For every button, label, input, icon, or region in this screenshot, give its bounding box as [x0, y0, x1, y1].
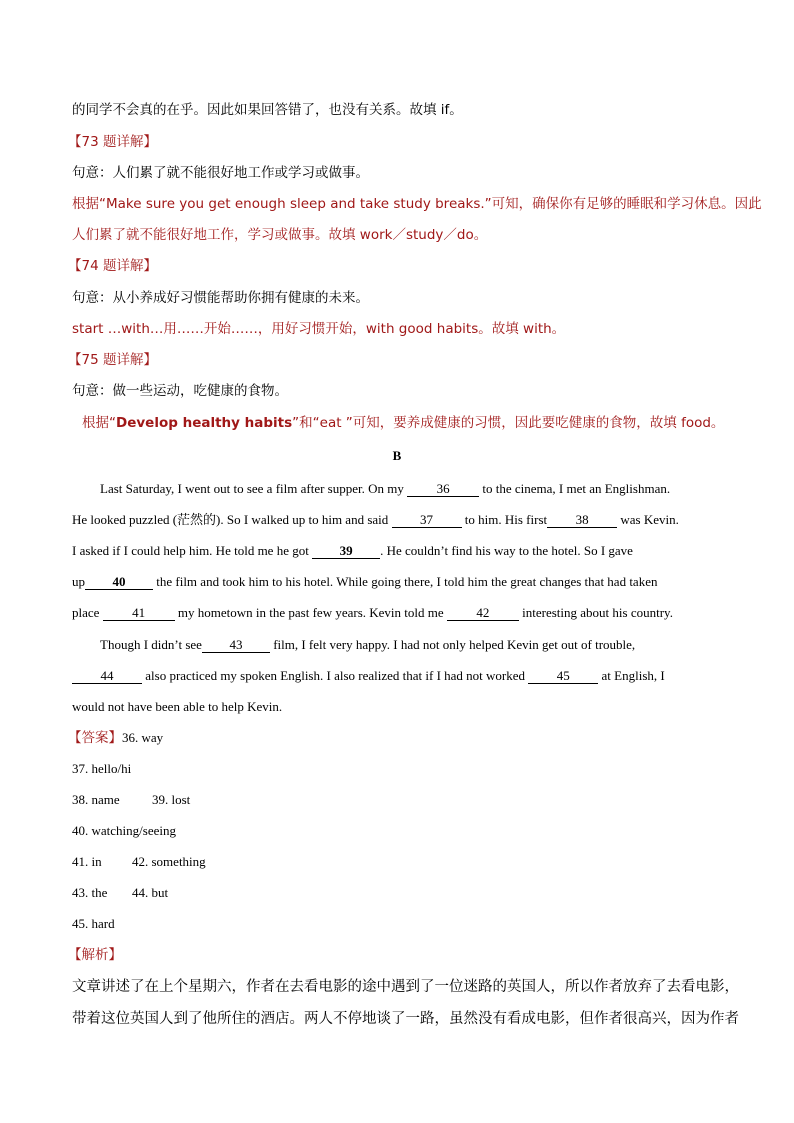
passage-text: also practiced my spoken English. I also realized that if I had not worked [142, 668, 529, 683]
passage-line: would not have been able to help Kevin. [72, 699, 283, 714]
passage-line [72, 605, 673, 621]
blank-44: 44 [72, 669, 142, 684]
answer-45: 45. hard [72, 916, 115, 931]
passage-text: the film and took him to his hotel. While going there, I told him the great changes that had taken [153, 574, 658, 589]
sentence-meaning-75: 句意：做一些运动，吃健康的食物。 [72, 383, 288, 399]
blank-41: 41 [103, 606, 175, 621]
section-title: B [392, 448, 402, 463]
passage-text: my hometown in the past few years. Kevin told me [174, 605, 447, 620]
answer-40: 40. watching/seeing [72, 823, 176, 838]
blank-43: 43 [202, 638, 270, 653]
reason-75 [82, 415, 724, 431]
blank-40: 40 [85, 575, 153, 590]
reason-73-line2: 人们累了就不能很好地工作，学习或做事。故填 work／study／do。 [72, 227, 488, 243]
analysis-label: 【解析】 [68, 947, 122, 963]
sentence-meaning-74: 句意：从小养成好习惯能帮助你拥有健康的未来。 [72, 290, 369, 306]
passage-text: to him. His first [461, 512, 548, 527]
answer-38: 38. name [72, 792, 120, 807]
explain-line-72-end: 的同学不会真的在乎。因此如果回答错了，也没有关系。故填 if。 [72, 102, 463, 118]
passage-text: was Kevin. [617, 512, 679, 527]
answer-41: 41. in [72, 854, 102, 869]
reason-75-quote: Develop healthy habits [116, 415, 293, 431]
answer-44: 44. but [132, 885, 169, 900]
passage-text: place [72, 605, 103, 620]
reason-75-rest: ”和“eat ”可知，要养成健康的习惯，因此要吃健康的食物，故填 food。 [292, 415, 725, 431]
heading-75: 【75 题详解】 [68, 352, 157, 368]
passage-line [72, 574, 657, 590]
answer-39: 39. lost [152, 792, 191, 807]
answer-37: 37. hello/hi [72, 761, 132, 776]
answers-line [68, 730, 163, 746]
passage-line [100, 481, 670, 497]
blank-38: 38 [547, 513, 617, 528]
analysis-line2: 带着这位英国人到了他所住的酒店。两人不停地谈了一路，虽然没有看成电影，但作者很高兴，因为作者 [72, 1011, 739, 1027]
passage-text: Last Saturday, I went out to see a film after supper. On my [100, 481, 408, 496]
answer-43: 43. the [72, 885, 108, 900]
answer-42: 42. something [132, 854, 206, 869]
reason-75-prefix: 根据“ [82, 415, 116, 431]
heading-74: 【74 题详解】 [68, 258, 157, 274]
reason-74: start …with…用……开始……，用好习惯开始，with good habits。故填 with。 [72, 321, 566, 337]
blank-42: 42 [447, 606, 519, 621]
heading-73: 【73 题详解】 [68, 134, 157, 150]
sentence-meaning-73: 句意：人们累了就不能很好地工作或学习或做事。 [72, 165, 369, 181]
blank-39: 39 [312, 544, 380, 559]
passage-text: Though I didn’t see [100, 637, 202, 652]
passage-line [72, 512, 679, 528]
passage-line [100, 637, 635, 653]
blank-45: 45 [528, 669, 598, 684]
passage-text: He looked puzzled (茫然的). So I walked up to him and said [72, 512, 392, 527]
passage-text: film, I felt very happy. I had not only helped Kevin get out of trouble, [269, 637, 636, 652]
answer-36: 36. way [122, 730, 164, 745]
passage-text: at English, I [598, 668, 665, 683]
reason-73-line1: 根据“Make sure you get enough sleep and take study breaks.”可知，确保你有足够的睡眠和学习休息。因此 [72, 196, 762, 212]
passage-line [72, 543, 633, 559]
passage-text: interesting about his country. [518, 605, 673, 620]
passage-text: . He couldn’t find his way to the hotel. So I gave [380, 543, 633, 558]
blank-36: 36 [407, 482, 479, 497]
answers-label: 【答案】 [68, 730, 122, 746]
blank-37: 37 [392, 513, 462, 528]
passage-text: up [72, 574, 85, 589]
analysis-line1: 文章讲述了在上个星期六，作者在去看电影的途中遇到了一位迷路的英国人，所以作者放弃了去看电影， [72, 979, 739, 995]
passage-line [72, 668, 665, 684]
passage-text: to the cinema, I met an Englishman. [479, 481, 671, 496]
passage-text: I asked if I could help him. He told me he got [72, 543, 313, 558]
